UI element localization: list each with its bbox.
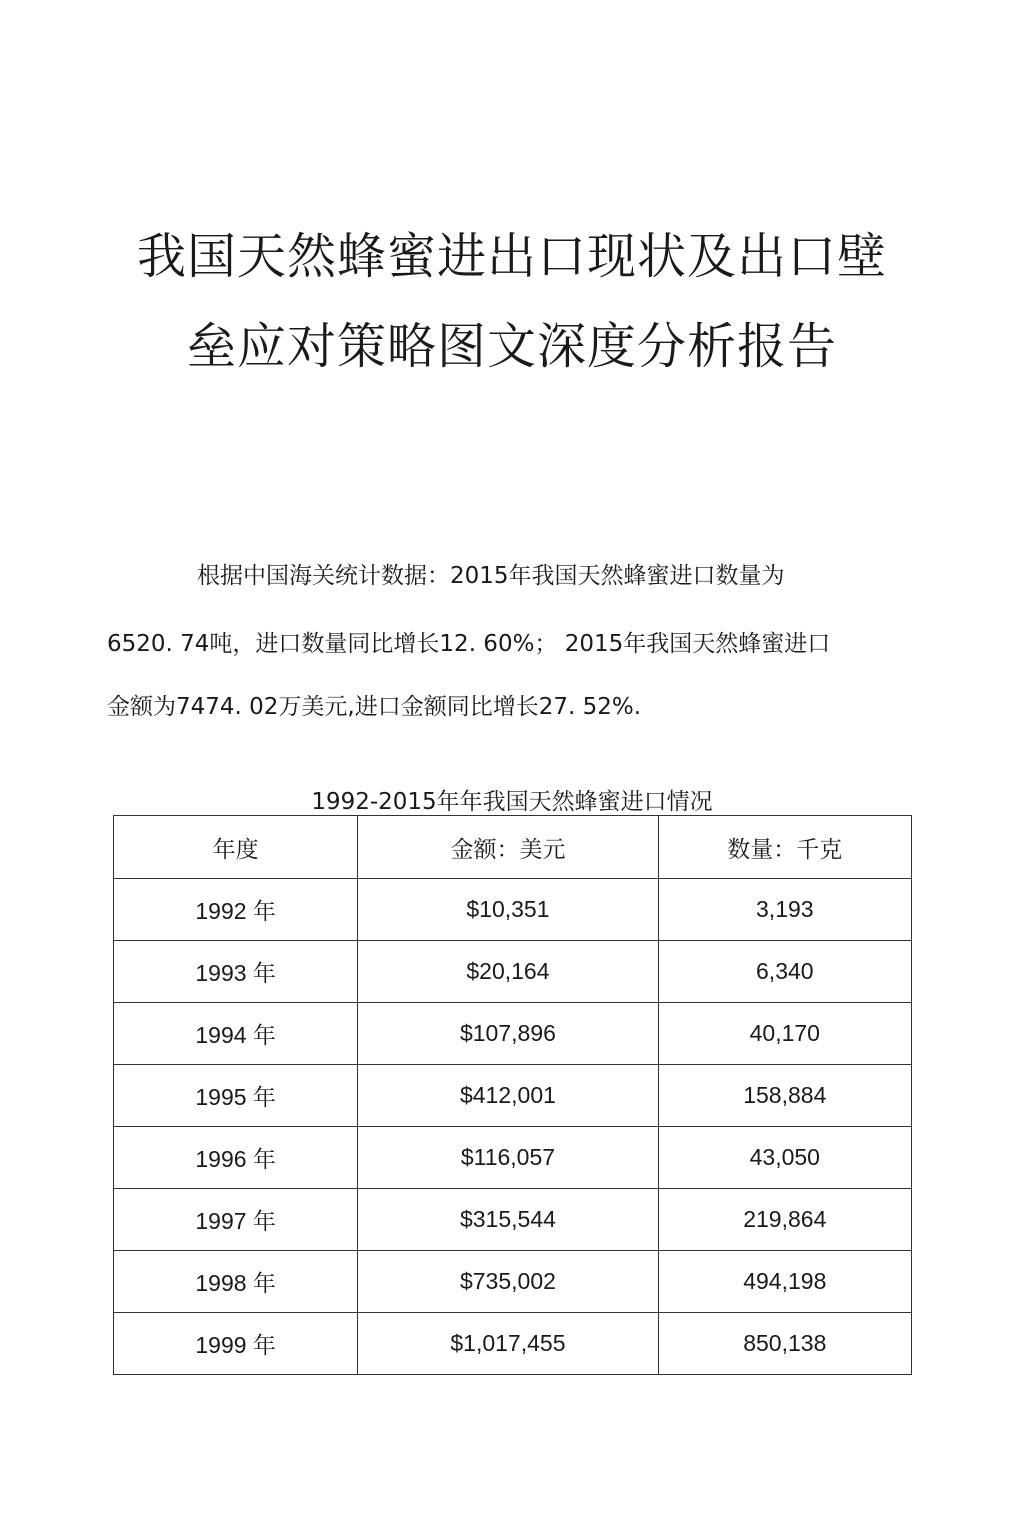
cell-amount: $412,001 <box>358 1065 658 1127</box>
cell-year: 1995 年 <box>114 1065 358 1127</box>
table-row <box>114 1251 912 1313</box>
cell-year: 1999 年 <box>114 1313 358 1375</box>
table-row <box>114 941 912 1003</box>
cell-year: 1993 年 <box>114 941 358 1003</box>
table-row <box>114 1127 912 1189</box>
table-caption: 1992-2015年年我国天然蜂蜜进口情况 <box>311 789 713 815</box>
cell-quantity: 43,050 <box>658 1127 911 1189</box>
document-title-line-2: 垒应对策略图文深度分析报告 <box>186 318 837 375</box>
cell-quantity: 494,198 <box>658 1251 911 1313</box>
document-title-line-1: 我国天然蜂蜜进出口现状及出口壁 <box>136 228 887 285</box>
cell-quantity: 158,884 <box>658 1065 911 1127</box>
honey-import-table <box>113 815 912 1375</box>
cell-quantity: 6,340 <box>658 941 911 1003</box>
body-paragraph-line-3: 金额为7474. 02万美元,进口金额同比增长27. 52%. <box>107 694 642 720</box>
cell-amount: $1,017,455 <box>358 1313 658 1375</box>
table-row <box>114 1189 912 1251</box>
cell-amount: $735,002 <box>358 1251 658 1313</box>
cell-quantity: 40,170 <box>658 1003 911 1065</box>
header-year: 年度 <box>114 816 358 879</box>
table-row <box>114 879 912 941</box>
table-row <box>114 1313 912 1375</box>
cell-amount: $315,544 <box>358 1189 658 1251</box>
cell-amount: $107,896 <box>358 1003 658 1065</box>
cell-quantity: 3,193 <box>658 879 911 941</box>
header-amount-usd: 金额：美元 <box>358 816 658 879</box>
table-row <box>114 1065 912 1127</box>
cell-year: 1992 年 <box>114 879 358 941</box>
cell-year: 1998 年 <box>114 1251 358 1313</box>
cell-year: 1996 年 <box>114 1127 358 1189</box>
cell-year: 1997 年 <box>114 1189 358 1251</box>
cell-year: 1994 年 <box>114 1003 358 1065</box>
body-paragraph-line-2: 6520. 74吨，进口数量同比增长12. 60%； 2015年我国天然蜂蜜进口 <box>107 631 831 657</box>
cell-quantity: 219,864 <box>658 1189 911 1251</box>
cell-amount: $116,057 <box>358 1127 658 1189</box>
header-quantity-kg: 数量：千克 <box>658 816 911 879</box>
table-row <box>114 1003 912 1065</box>
table-header-row <box>114 816 912 879</box>
cell-amount: $20,164 <box>358 941 658 1003</box>
cell-quantity: 850,138 <box>658 1313 911 1375</box>
cell-amount: $10,351 <box>358 879 658 941</box>
body-paragraph-line-1: 根据中国海关统计数据：2015年我国天然蜂蜜进口数量为 <box>197 563 785 589</box>
